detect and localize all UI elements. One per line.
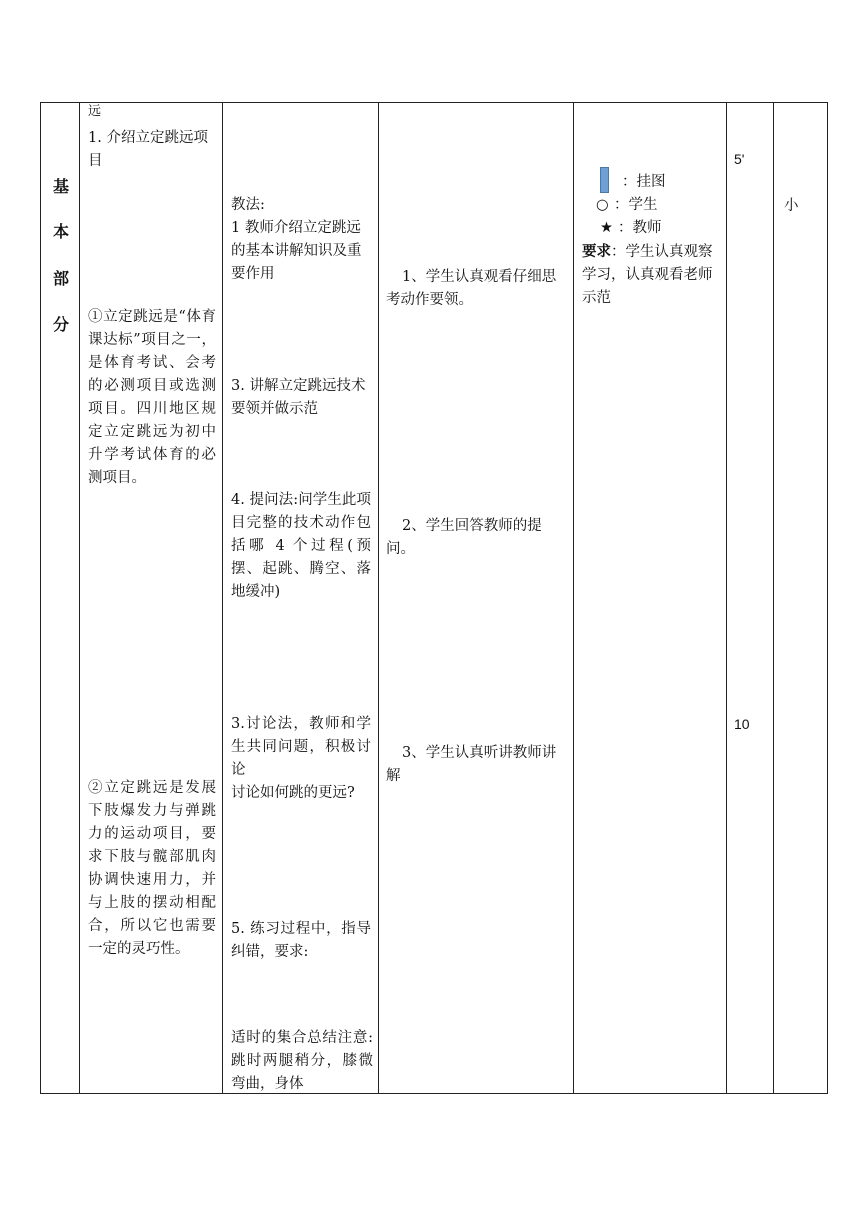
method-title: 教法:	[231, 197, 265, 213]
circle-icon: ○	[596, 197, 609, 213]
method-4: 4. 提问法:问学生此项目完整的技术动作包括哪 4 个过程(预摆、起跳、腾空、落地缓冲)	[231, 492, 371, 600]
content-point-2: ②立定跳远是发展下肢爆发力与弹跳力的运动项目，要求下肢与髋部肌肉协调快速用力，并与上肢的摆动相配合，所以它也需要一定的灵巧性。	[88, 780, 216, 957]
method-discussion-question: 讨论如何跳的更远?	[231, 785, 355, 801]
intensity-value: 小	[784, 198, 799, 214]
content-text-fragment: 远	[88, 104, 102, 119]
section-label-char: 基	[52, 177, 69, 196]
method-summary: 适时的集合总结注意:跳时两腿稍分，膝微弯曲，身体	[231, 1030, 373, 1092]
star-icon: ★	[600, 220, 613, 236]
legend-wall-chart: ：挂图	[622, 174, 666, 190]
section-label-char: 分	[52, 315, 69, 334]
legend-student: ：学生	[614, 197, 658, 213]
method-discussion: 3.讨论法，教师和学生共同问题，积极讨论	[231, 716, 371, 778]
method-1: 1 教师介绍立定跳远的基本讲解知识及重要作用	[231, 220, 362, 282]
column-divider	[378, 102, 379, 1094]
time-value: 5'	[734, 151, 745, 167]
requirement-text: ：学生认真观察学习，认真观看老师示范	[582, 244, 713, 306]
student-activity-3: 3、学生认真听讲教师讲解	[386, 745, 557, 784]
column-divider	[773, 102, 774, 1094]
requirement	[582, 240, 724, 310]
requirement-label: 要求	[582, 243, 611, 260]
student-activity-2: 2、学生回答教师的提问。	[386, 518, 542, 557]
student-activity-1: 1、学生认真观看仔细思考动作要领。	[386, 269, 557, 308]
content-point-1: ①立定跳远是“体育课达标”项目之一，是体育考试、会考的必测项目或选测项目。四川地区规定立定跳远为初中升学考试体育的必测项目。	[88, 309, 216, 486]
section-label-char: 本	[52, 222, 69, 241]
column-divider	[573, 102, 574, 1094]
column-divider	[726, 102, 727, 1094]
column-divider	[79, 102, 80, 1094]
time-value: 10	[734, 716, 750, 732]
method-3: 3. 讲解立定跳远技术要领并做示范	[231, 378, 366, 417]
column-divider	[222, 102, 223, 1094]
section-label-char: 部	[52, 269, 69, 288]
wall-chart-icon	[600, 167, 609, 193]
method-practice: 5. 练习过程中，指导纠错，要求:	[231, 921, 371, 960]
legend-teacher: ：教师	[618, 220, 662, 236]
content-intro: 1. 介绍立定跳远项目	[88, 130, 208, 169]
